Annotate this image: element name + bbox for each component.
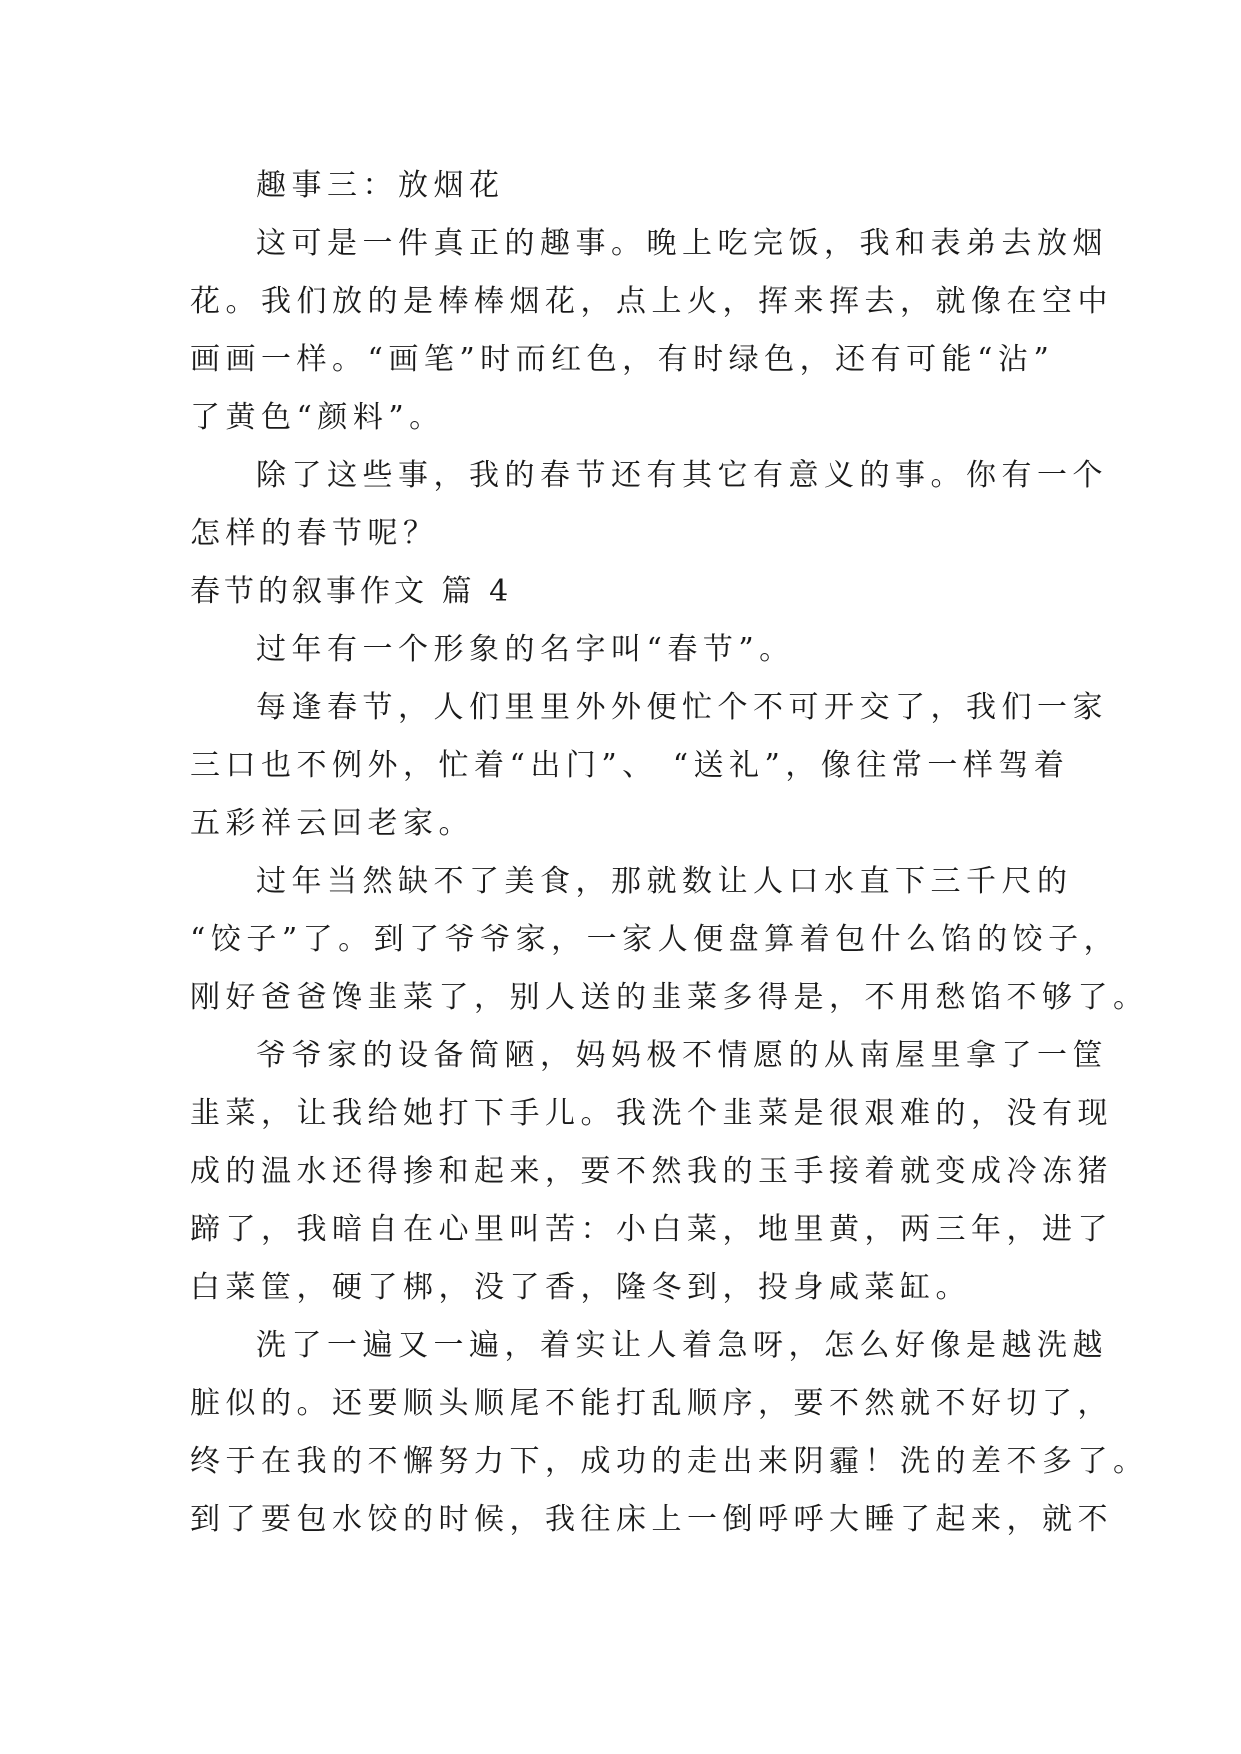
text-line: 了黄色“颜料”。 (190, 400, 445, 435)
section-heading: 春节的叙事作文 篇 4 (190, 574, 513, 609)
text-line: 每逢春节，人们里里外外便忙个不可开交了，我们一家 (256, 690, 1108, 725)
text-line: 终于在我的不懈努力下，成功的走出来阴霾！洗的差不多了。 (190, 1444, 1149, 1479)
text-line: 三口也不例外，忙着“出门”、 “送礼”，像往常一样驾着 (190, 748, 1070, 783)
text-line: 怎样的春节呢？ (190, 516, 439, 551)
text-line: 除了这些事，我的春节还有其它有意义的事。你有一个 (256, 458, 1108, 493)
text-line: 画画一样。“画笔”时而红色，有时绿色，还有可能“沾” (190, 342, 1055, 377)
text-line: 白菜筐，硬了梆，没了香，隆冬到，投身咸菜缸。 (190, 1270, 971, 1305)
text-line: 成的温水还得掺和起来，要不然我的玉手接着就变成冷冻猪 (190, 1154, 1113, 1189)
text-line: “饺子”了。到了爷爷家，一家人便盘算着包什么馅的饺子， (190, 922, 1120, 957)
text-line: 洗了一遍又一遍，着实让人着急呀，怎么好像是越洗越 (256, 1328, 1108, 1363)
text-line: 到了要包水饺的时候，我往床上一倒呼呼大睡了起来，就不 (190, 1502, 1113, 1537)
text-line: 过年有一个形象的名字叫“春节”。 (256, 632, 795, 667)
text-line: 韭菜，让我给她打下手儿。我洗个韭菜是很艰难的，没有现 (190, 1096, 1113, 1131)
text-line: 刚好爸爸馋韭菜了，别人送的韭菜多得是，不用愁馅不够了。 (190, 980, 1149, 1015)
text-line: 花。我们放的是棒棒烟花，点上火，挥来挥去，就像在空中 (190, 284, 1113, 319)
text-line: 过年当然缺不了美食，那就数让人口水直下三千尺的 (256, 864, 1073, 899)
text-line: 蹄了，我暗自在心里叫苦：小白菜，地里黄，两三年，进了 (190, 1212, 1113, 1247)
text-line: 五彩祥云回老家。 (190, 806, 474, 841)
text-line: 趣事三：放烟花 (256, 168, 505, 203)
text-line: 爷爷家的设备简陋，妈妈极不情愿的从南屋里拿了一筐 (256, 1038, 1108, 1073)
text-line: 这可是一件真正的趣事。晚上吃完饭，我和表弟去放烟 (256, 226, 1108, 261)
text-line: 脏似的。还要顺头顺尾不能打乱顺序，要不然就不好切了， (190, 1386, 1113, 1421)
